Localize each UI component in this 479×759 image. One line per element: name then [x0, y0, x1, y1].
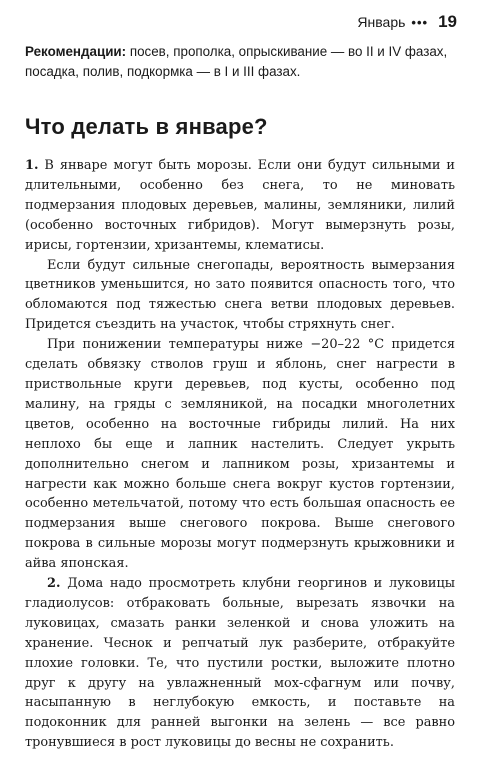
paragraph-text: Если будут сильные снегопады, вероятность вымерзания цветников уменьшится, но зато появится опасность того, что обломаются под тяжестью снега ветви плодовых деревьев. Придется съездить на участок, чтобы стряхнуть снег. — [25, 257, 455, 333]
paragraph-text: При понижении температуры ниже −20–22 °С придется сделать обвязку стволов груш и яблонь, снег нагрести в приствольные круги деревьев, под кусты, особенно под малину, на гряды с земляникой, на посадки многолетних цветов, особенно на восточные гибриды лилий. На них неплохо бы еще и лапник настелить. Следует укрыть дополнительно снегом и лапником розы, хризантемы и нагрести как можно больше снега вокруг кустов гортензии, особенно метельчатой, потому что есть большая опасность ее подмерзания выше снегового покрова. Выше снегового покрова в сильные морозы могут подмерзнуть крыжовники и айва японская. — [25, 337, 455, 572]
paragraph-1 — [25, 156, 455, 256]
recommendations-text: посев, прополка, опрыскивание — во II и IV фазах, посадка, полив, подкормка — в I и III фазах. — [25, 44, 448, 79]
article-body — [25, 156, 455, 753]
paragraph-number: 1. — [25, 158, 39, 173]
recommendations-label: Рекомендации: — [25, 44, 127, 59]
header-dots: ••• — [411, 15, 429, 30]
page-number: 19 — [438, 12, 457, 31]
paragraph-text: В январе могут быть морозы. Если они будут сильными и длительными, особенно без снега, то не миновать подмерзания плодовых деревьев, малины, земляники, лилий (особенно восточных гибридов). Могут вымерзнуть розы, ирисы, гортензии, хризантемы, клематисы. — [25, 158, 455, 253]
running-header — [357, 12, 457, 32]
paragraph-2 — [25, 256, 455, 336]
section-title: Январь — [357, 14, 406, 30]
recommendations-block — [25, 42, 455, 82]
paragraph-text: Дома надо просмотреть клубни георгинов и луковицы гладиолусов: отбраковать больные, вырезать язвочки на луковицах, смазать ранки зеленкой и снова уложить на хранение. Чеснок и репчатый лук разберите, отбракуйте плохие головки. Те, что пустили ростки, выложите плотно друг к другу на увлажненный мох-сфагнум или почву, насыпанную в неглубокую емкость, и поставьте на подоконник для ранней выгонки на зелень — все равно тронувшиеся в рост луковицы до весны не сохранить. — [25, 576, 455, 751]
section-heading: Что делать в январе? — [25, 114, 268, 139]
paragraph-3 — [25, 335, 455, 574]
paragraph-4 — [25, 574, 455, 753]
paragraph-number: 2. — [47, 576, 61, 592]
